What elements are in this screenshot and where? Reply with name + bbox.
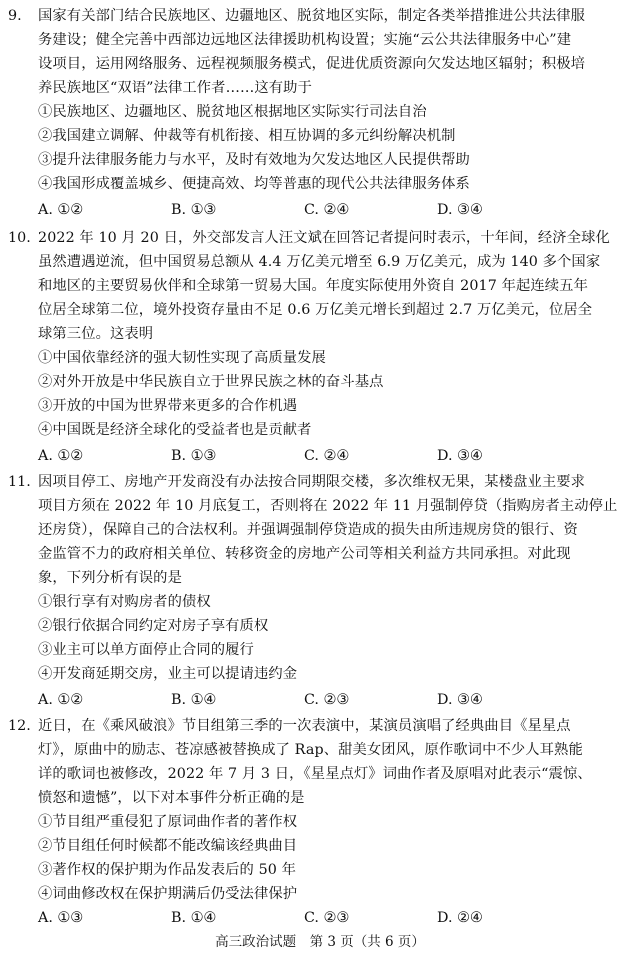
question-text-line: 灯》，原曲中的励志、苍凉感被替换成了 Rap、甜美女团风，原作歌词中不少人耳熟能 [38, 742, 583, 758]
option-d[interactable]: D. ②④ [437, 910, 483, 926]
question-text-line: 项目方须在 2022 年 10 月底复工，否则将在 2022 年 11 月强制停贷（指购房者主动停止 [38, 498, 618, 514]
question-text-line: 象，下列分析有误的是 [38, 570, 182, 586]
question-text-line: 位居全球第二位，境外投资存量由不足 0.6 万亿美元增长到超过 2.7 万亿美元，位居全 [38, 302, 593, 318]
statement-item: ③提升法律服务能力与水平，及时有效地为欠发达地区人民提供帮助 [38, 152, 470, 168]
question-text-line: 2022 年 10 月 20 日，外交部发言人汪文斌在回答记者提问时表示，十年间，经济全球化 [38, 230, 610, 246]
option-b[interactable]: B. ①④ [171, 910, 217, 926]
page-footer: 高三政治试题 第 3 页（共 6 页） [215, 934, 425, 950]
question-text-line: 和地区的主要贸易伙伴和全球第一贸易大国。年度实际使用外资自 2017 年起连续五年 [38, 278, 588, 294]
option-c[interactable]: C. ②④ [304, 202, 350, 218]
option-d[interactable]: D. ③④ [437, 692, 483, 708]
question-number: 9. [8, 8, 22, 24]
question-number: 12. [8, 718, 31, 734]
option-b[interactable]: B. ①④ [171, 692, 217, 708]
statement-item: ②银行依据合同约定对房子享有质权 [38, 618, 269, 634]
statement-item: ③业主可以单方面停止合同的履行 [38, 642, 254, 658]
question-text-line: 国家有关部门结合民族地区、边疆地区、脱贫地区实际，制定各类举措推进公共法律服 [38, 8, 586, 24]
option-a[interactable]: A. ①② [38, 692, 84, 708]
option-a[interactable]: A. ①② [38, 202, 84, 218]
question-text-line: 愤怒和遗憾”，以下对本事件分析正确的是 [38, 790, 305, 806]
statement-item: ③著作权的保护期为作品发表后的 50 年 [38, 862, 297, 878]
option-c[interactable]: C. ②③ [304, 910, 350, 926]
statement-item: ④我国形成覆盖城乡、便捷高效、均等普惠的现代公共法律服务体系 [38, 176, 470, 192]
statement-item: ④中国既是经济全球化的受益者也是贡献者 [38, 422, 312, 438]
statement-item: ③开放的中国为世界带来更多的合作机遇 [38, 398, 298, 414]
statement-item: ②节目组任何时候都不能改编该经典曲目 [38, 838, 298, 854]
option-d[interactable]: D. ③④ [437, 202, 483, 218]
question-text-line: 详的歌词也被修改，2022 年 7 月 3 日，《星星点灯》词曲作者及原唱对此表示“震惊、 [38, 766, 592, 782]
question-text-line: 近日，在《乘风破浪》节目组第三季的一次表演中，某演员演唱了经典曲目《星星点 [38, 718, 571, 734]
question-text-line: 养民族地区“双语”法律工作者……这有助于 [38, 80, 312, 96]
question-text-line: 设项目，运用网络服务、远程视频服务模式，促进优质资源向欠发达地区辐射；积极培 [38, 56, 586, 72]
option-b[interactable]: B. ①③ [171, 448, 217, 464]
option-c[interactable]: C. ②④ [304, 448, 350, 464]
option-b[interactable]: B. ①③ [171, 202, 217, 218]
option-a[interactable]: A. ①③ [38, 910, 84, 926]
statement-item: ④开发商延期交房，业主可以提请违约金 [38, 666, 298, 682]
statement-item: ②我国建立调解、仲裁等有机衔接、相互协调的多元纠纷解决机制 [38, 128, 456, 144]
question-number: 10. [8, 230, 31, 246]
option-d[interactable]: D. ③④ [437, 448, 483, 464]
option-a[interactable]: A. ①② [38, 448, 84, 464]
statement-item: ①中国依靠经济的强大韧性实现了高质量发展 [38, 350, 326, 366]
question-text-line: 球第三位。这表明 [38, 326, 154, 342]
question-text-line: 虽然遭遇逆流，但中国贸易总额从 4.4 万亿美元增至 6.9 万亿美元，成为 140 多个国家 [38, 254, 601, 270]
statement-item: ①银行享有对购房者的债权 [38, 594, 211, 610]
statement-item: ④词曲修改权在保护期满后仍受法律保护 [38, 886, 298, 902]
statement-item: ①民族地区、边疆地区、脱贫地区根据地区实际实行司法自治 [38, 104, 427, 120]
statement-item: ②对外开放是中华民族自立于世界民族之林的奋斗基点 [38, 374, 384, 390]
question-text-line: 因项目停工、房地产开发商没有办法按合同期限交楼，多次维权无果，某楼盘业主要求 [38, 474, 586, 490]
option-c[interactable]: C. ②③ [304, 692, 350, 708]
question-text-line: 金监管不力的政府相关单位、转移资金的房地产公司等相关利益方共同承担。对此现 [38, 546, 571, 562]
question-number: 11. [8, 474, 31, 490]
question-text-line: 还房贷），保障自己的合法权利。并强调强制停贷造成的损失由所违规房贷的银行、资 [38, 522, 578, 538]
question-text-line: 务建设；健全完善中西部边远地区法律援助机构设置；实施“云公共法律服务中心”建 [38, 32, 572, 48]
statement-item: ①节目组严重侵犯了原词曲作者的著作权 [38, 814, 298, 830]
